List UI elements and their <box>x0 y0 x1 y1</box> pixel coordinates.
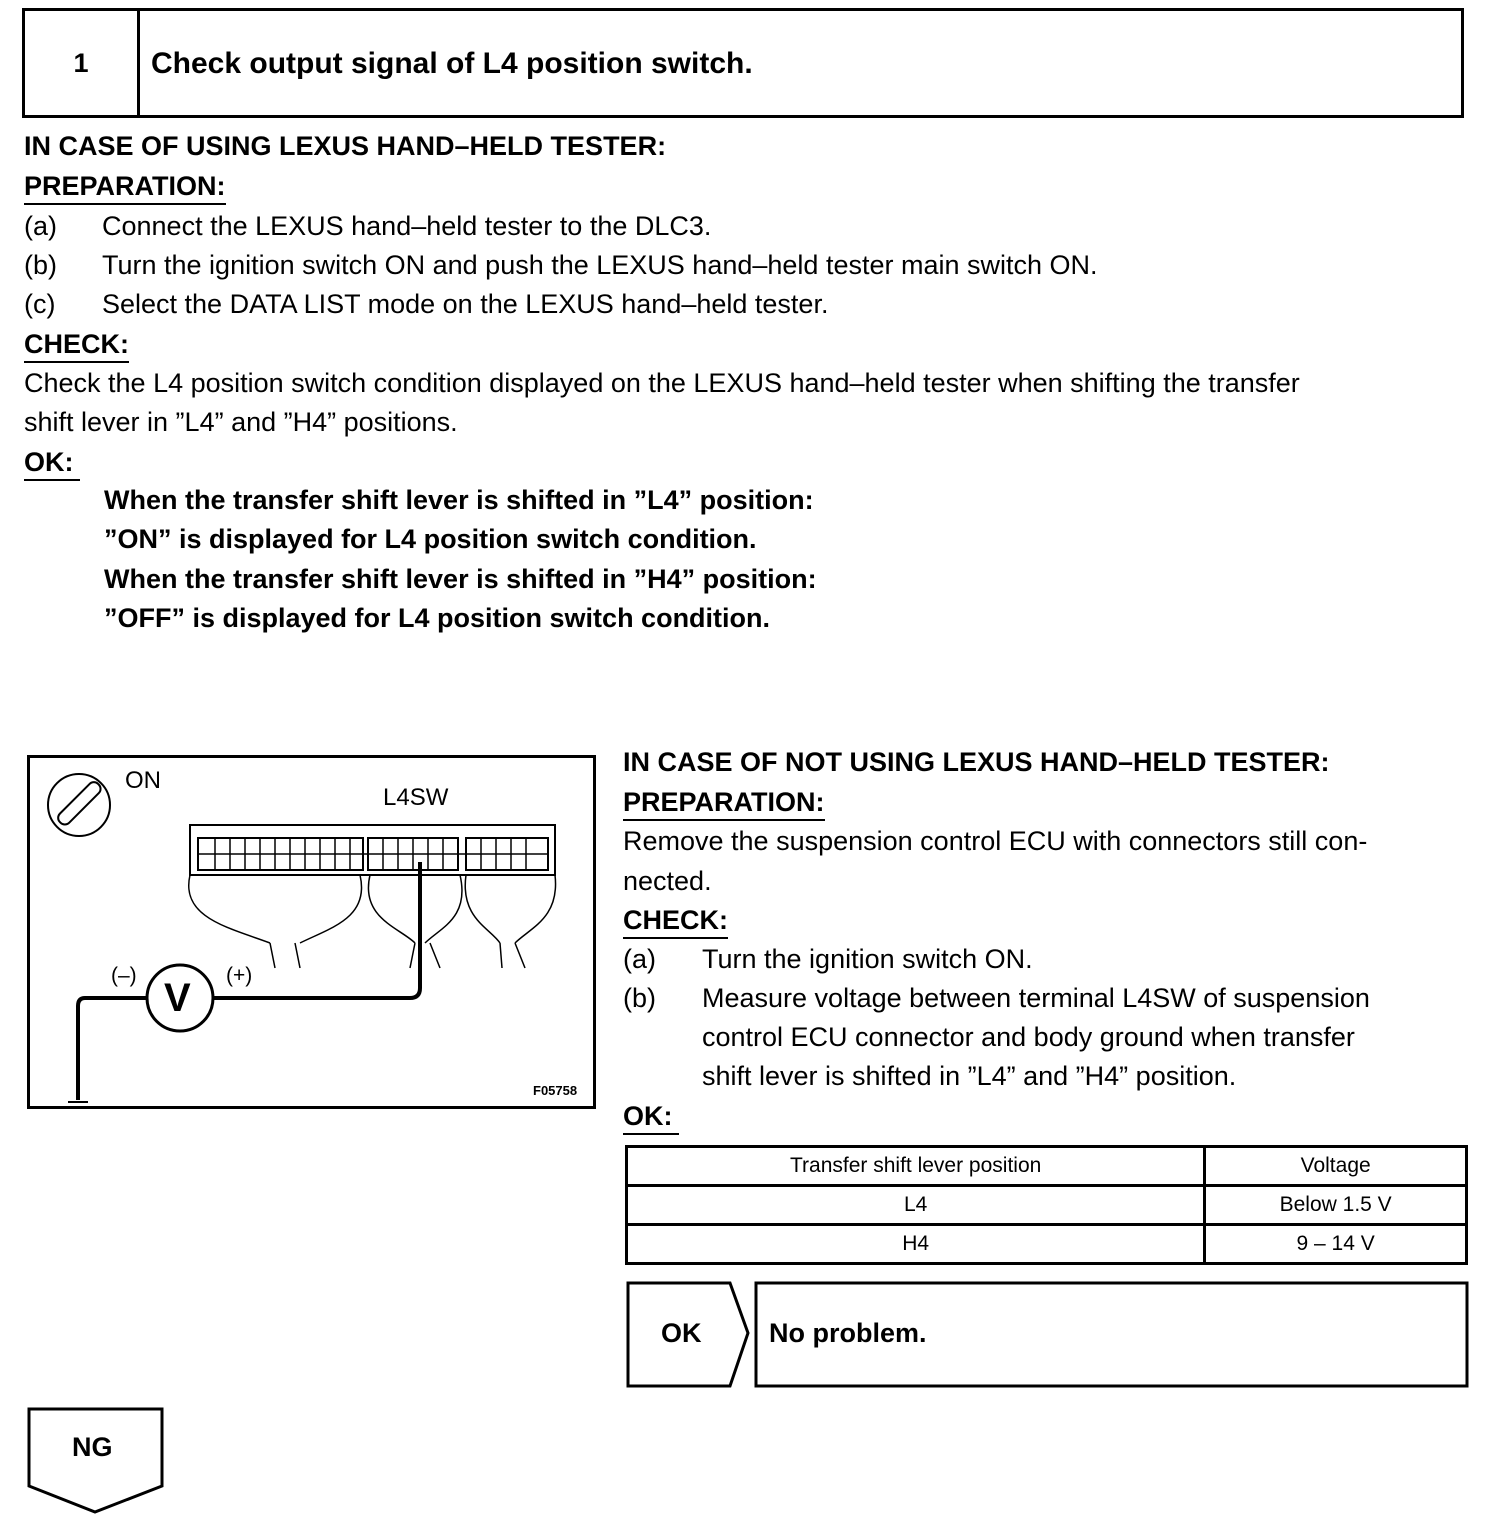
minus-label: (–) <box>111 964 137 987</box>
plus-label: (+) <box>226 964 253 987</box>
step-label: (a) <box>24 211 57 241</box>
step-title: Check output signal of L4 position switch. <box>151 47 753 80</box>
wiring-diagram <box>27 755 596 1109</box>
prep-line: Remove the suspension control ECU with connectors still con- <box>623 826 1368 856</box>
step-label: (c) <box>24 289 56 319</box>
table-row <box>627 1225 1467 1264</box>
step-text: Measure voltage between terminal L4SW of suspension <box>702 983 1370 1013</box>
ok-result-frame <box>625 1280 1470 1390</box>
ok-result-text: No problem. <box>769 1318 927 1348</box>
table-cell: H4 <box>627 1225 1205 1264</box>
ecu-connector <box>189 825 556 968</box>
ignition-key-icon <box>48 774 110 836</box>
table-header-row <box>627 1147 1467 1186</box>
without-tester-heading: IN CASE OF NOT USING LEXUS HAND–HELD TESTER: <box>623 747 1330 777</box>
step-label: (b) <box>623 983 656 1013</box>
table-header: Voltage <box>1205 1147 1467 1186</box>
step-text: shift lever is shifted in ”L4” and ”H4” position. <box>702 1061 1237 1091</box>
table-cell: 9 – 14 V <box>1205 1225 1467 1264</box>
step-text: Turn the ignition switch ON. <box>702 944 1033 974</box>
check-line: shift lever in ”L4” and ”H4” positions. <box>24 407 458 437</box>
diagram-drawing <box>30 758 593 1106</box>
step-text: control ECU connector and body ground when transfer <box>702 1022 1355 1052</box>
figure-id: F05758 <box>533 1083 578 1098</box>
check-step-b <box>623 983 1370 1014</box>
table-cell: Below 1.5 V <box>1205 1186 1467 1225</box>
ok-line: ”OFF” is displayed for L4 position switch condition. <box>104 603 771 633</box>
terminal-label: L4SW <box>383 784 449 811</box>
voltmeter-label: V <box>164 976 191 1020</box>
ok-label: OK: <box>623 1101 679 1135</box>
preparation-label: PREPARATION: <box>24 171 226 205</box>
ok-label: OK: <box>24 447 80 481</box>
ground-icon <box>68 1102 88 1106</box>
step-text: Connect the LEXUS hand–held tester to the DLC3. <box>102 211 712 241</box>
ok-line: ”ON” is displayed for L4 position switch condition. <box>104 524 757 554</box>
ng-result-label: NG <box>72 1432 113 1462</box>
table-header: Transfer shift lever position <box>627 1147 1205 1186</box>
voltage-table <box>625 1145 1468 1265</box>
check-step-a <box>623 944 1033 975</box>
table-row <box>627 1186 1467 1225</box>
check-line: Check the L4 position switch condition displayed on the LEXUS hand–held tester when shifting the transfer <box>24 368 1300 398</box>
ok-line: When the transfer shift lever is shifted in ”L4” position: <box>104 485 814 515</box>
step-text: Select the DATA LIST mode on the LEXUS hand–held tester. <box>102 289 829 319</box>
with-tester-heading: IN CASE OF USING LEXUS HAND–HELD TESTER: <box>24 131 667 161</box>
ok-result-label: OK <box>661 1318 702 1348</box>
preparation-label: PREPARATION: <box>623 787 825 821</box>
step-label: (b) <box>24 250 57 280</box>
check-label: CHECK: <box>24 329 129 363</box>
prep-step-a <box>24 211 711 242</box>
step-number: 1 <box>25 11 140 115</box>
step-header <box>22 8 1464 118</box>
ignition-on-label: ON <box>125 767 161 794</box>
step-label: (a) <box>623 944 656 974</box>
table-cell: L4 <box>627 1186 1205 1225</box>
prep-step-c <box>24 289 828 320</box>
step-text: Turn the ignition switch ON and push the LEXUS hand–held tester main switch ON. <box>102 250 1098 280</box>
prep-line: nected. <box>623 866 712 896</box>
check-label: CHECK: <box>623 905 728 939</box>
prep-step-b <box>24 250 1098 281</box>
ok-line: When the transfer shift lever is shifted in ”H4” position: <box>104 564 817 594</box>
